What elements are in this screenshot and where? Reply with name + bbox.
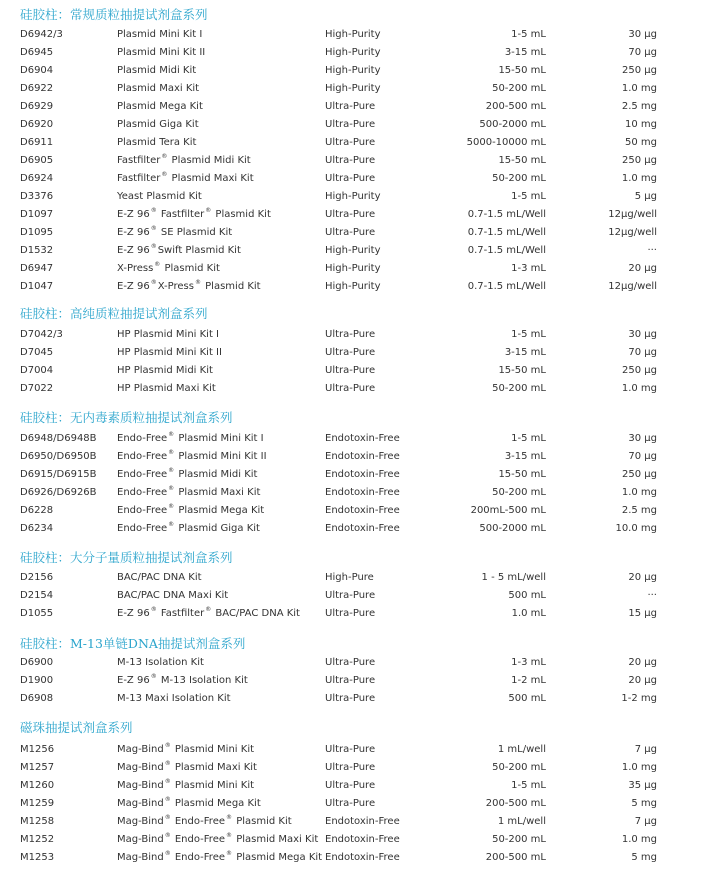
- product-code: D7022: [20, 383, 54, 394]
- product-row: [0, 777, 705, 794]
- purity-grade: Ultra-Pure: [325, 798, 376, 809]
- culture-volume: 500 mL: [508, 693, 546, 704]
- section-title: 硅胶柱：M-13单链DNA抽提试剂盒系列: [20, 636, 246, 651]
- purity-grade: Ultra-Pure: [325, 657, 376, 668]
- culture-volume: 1-5 mL: [511, 433, 546, 444]
- product-row: [0, 813, 705, 830]
- product-row: [0, 795, 705, 812]
- product-row: [0, 672, 705, 689]
- product-code: M1258: [20, 816, 55, 827]
- product-name: Endo-Free® Plasmid Maxi Kit: [117, 485, 261, 498]
- plasmid-yield: 2.5 mg: [621, 505, 657, 516]
- purity-grade: Endotoxin-Free: [325, 487, 400, 498]
- plasmid-yield: 30 μg: [628, 29, 657, 40]
- section-title: 硅胶柱：大分子量质粒抽提试剂盒系列: [20, 550, 233, 565]
- section-title: 硅胶柱：高纯质粒抽提试剂盒系列: [20, 306, 208, 321]
- culture-volume: 3-15 mL: [504, 47, 546, 58]
- product-code: M1257: [20, 762, 55, 773]
- product-code: D2156: [20, 572, 54, 583]
- product-row: [0, 62, 705, 79]
- purity-grade: High-Purity: [325, 83, 381, 94]
- section-title: 硅胶柱：无内毒素质粒抽提试剂盒系列: [20, 410, 233, 425]
- product-name: Fastfilter® Plasmid Maxi Kit: [117, 171, 254, 184]
- culture-volume: 50-200 mL: [492, 834, 546, 845]
- section-title: 硅胶柱：常规质粒抽提试剂盒系列: [20, 7, 208, 22]
- product-name: Plasmid Midi Kit: [117, 65, 197, 76]
- culture-volume: 0.7-1.5 mL/Well: [467, 281, 546, 292]
- culture-volume: 1-5 mL: [511, 191, 546, 202]
- product-code: D6926/D6926B: [20, 487, 97, 498]
- product-row: [0, 206, 705, 223]
- plasmid-yield: ···: [647, 245, 657, 256]
- culture-volume: 15-50 mL: [498, 65, 546, 76]
- product-code: D6904: [20, 65, 54, 76]
- product-name: Endo-Free® Plasmid Mega Kit: [117, 503, 265, 516]
- culture-volume: 500 mL: [508, 590, 546, 601]
- product-name: M-13 Isolation Kit: [117, 657, 204, 668]
- product-name: BAC/PAC DNA Kit: [117, 572, 202, 583]
- purity-grade: High-Purity: [325, 65, 381, 76]
- product-name: Endo-Free® Plasmid Midi Kit: [117, 467, 258, 480]
- product-code: D6908: [20, 693, 54, 704]
- product-code: D1097: [20, 209, 54, 220]
- purity-grade: Ultra-Pure: [325, 173, 376, 184]
- product-name: Plasmid Mini Kit I: [117, 29, 203, 40]
- product-name: Yeast Plasmid Kit: [117, 191, 202, 202]
- purity-grade: Ultra-Pure: [325, 608, 376, 619]
- product-name: E-Z 96®X-Press® Plasmid Kit: [117, 279, 261, 292]
- product-name: E-Z 96® Fastfilter® Plasmid Kit: [117, 207, 271, 220]
- purity-grade: Endotoxin-Free: [325, 451, 400, 462]
- product-code: D6929: [20, 101, 54, 112]
- purity-grade: Ultra-Pure: [325, 209, 376, 220]
- product-row: [0, 690, 705, 707]
- product-code: M1252: [20, 834, 55, 845]
- product-row: [0, 605, 705, 622]
- culture-volume: 500-2000 mL: [479, 523, 546, 534]
- product-row: [0, 502, 705, 519]
- product-row: [0, 26, 705, 43]
- product-row: [0, 170, 705, 187]
- product-code: D2154: [20, 590, 54, 601]
- plasmid-yield: 7 μg: [634, 744, 657, 755]
- product-name: Plasmid Tera Kit: [117, 137, 197, 148]
- product-name: X-Press® Plasmid Kit: [117, 261, 220, 274]
- plasmid-yield: 20 μg: [628, 657, 657, 668]
- product-row: [0, 587, 705, 604]
- purity-grade: High-Purity: [325, 47, 381, 58]
- culture-volume: 200-500 mL: [485, 852, 546, 863]
- culture-volume: 200-500 mL: [485, 798, 546, 809]
- purity-grade: Ultra-Pure: [325, 780, 376, 791]
- product-code: D6915/D6915B: [20, 469, 97, 480]
- plasmid-yield: 1.0 mg: [621, 173, 657, 184]
- culture-volume: 50-200 mL: [492, 762, 546, 773]
- culture-volume: 0.7-1.5 mL/Well: [467, 209, 546, 220]
- plasmid-yield: 250 μg: [622, 65, 657, 76]
- product-name: Mag-Bind® Endo-Free® Plasmid Maxi Kit: [117, 832, 319, 845]
- product-row: [0, 326, 705, 343]
- purity-grade: Ultra-Pure: [325, 347, 376, 358]
- culture-volume: 1-5 mL: [511, 329, 546, 340]
- product-code: M1253: [20, 852, 55, 863]
- purity-grade: Endotoxin-Free: [325, 433, 400, 444]
- culture-volume: 0.7-1.5 mL/Well: [467, 227, 546, 238]
- plasmid-yield: 50 mg: [625, 137, 657, 148]
- product-name: M-13 Maxi Isolation Kit: [117, 693, 231, 704]
- product-code: D6922: [20, 83, 54, 94]
- culture-volume: 500-2000 mL: [479, 119, 546, 130]
- product-code: D1900: [20, 675, 54, 686]
- product-row: [0, 741, 705, 758]
- product-code: D6228: [20, 505, 54, 516]
- product-name: Mag-Bind® Plasmid Mega Kit: [117, 796, 261, 809]
- product-code: D7045: [20, 347, 54, 358]
- product-row: [0, 152, 705, 169]
- plasmid-yield: 1-2 mg: [621, 693, 657, 704]
- product-code: D6924: [20, 173, 54, 184]
- culture-volume: 1-5 mL: [511, 780, 546, 791]
- plasmid-yield: 30 μg: [628, 433, 657, 444]
- product-name: HP Plasmid Maxi Kit: [117, 383, 216, 394]
- culture-volume: 15-50 mL: [498, 469, 546, 480]
- culture-volume: 1-3 mL: [511, 657, 546, 668]
- product-row: [0, 831, 705, 848]
- purity-grade: Ultra-Pure: [325, 329, 376, 340]
- culture-volume: 1.0 mL: [511, 608, 546, 619]
- product-code: D1047: [20, 281, 54, 292]
- purity-grade: Ultra-Pure: [325, 675, 376, 686]
- product-row: [0, 430, 705, 447]
- purity-grade: Ultra-Pure: [325, 365, 376, 376]
- culture-volume: 50-200 mL: [492, 173, 546, 184]
- purity-grade: Ultra-Pure: [325, 693, 376, 704]
- product-name: Plasmid Giga Kit: [117, 119, 199, 130]
- product-code: D6950/D6950B: [20, 451, 97, 462]
- product-row: [0, 242, 705, 259]
- plasmid-yield: 70 μg: [628, 451, 657, 462]
- purity-grade: High-Pure: [325, 572, 374, 583]
- purity-grade: Endotoxin-Free: [325, 523, 400, 534]
- plasmid-yield: 10 mg: [625, 119, 657, 130]
- culture-volume: 50-200 mL: [492, 83, 546, 94]
- product-row: [0, 80, 705, 97]
- product-name: E-Z 96® SE Plasmid Kit: [117, 225, 233, 238]
- product-row: [0, 520, 705, 537]
- culture-volume: 200mL-500 mL: [470, 505, 546, 516]
- plasmid-yield: 15 μg: [628, 608, 657, 619]
- product-name: Mag-Bind® Endo-Free® Plasmid Mega Kit: [117, 850, 323, 863]
- product-code: M1259: [20, 798, 55, 809]
- plasmid-yield: 250 μg: [622, 469, 657, 480]
- product-name: Mag-Bind® Plasmid Mini Kit: [117, 778, 255, 791]
- product-code: D1055: [20, 608, 54, 619]
- plasmid-yield: 1.0 mg: [621, 383, 657, 394]
- product-code: D1095: [20, 227, 54, 238]
- purity-grade: Ultra-Pure: [325, 383, 376, 394]
- purity-grade: Endotoxin-Free: [325, 834, 400, 845]
- plasmid-yield: 5 mg: [631, 852, 657, 863]
- purity-grade: High-Purity: [325, 191, 381, 202]
- product-name: HP Plasmid Mini Kit I: [117, 329, 220, 340]
- purity-grade: Endotoxin-Free: [325, 505, 400, 516]
- product-code: M1260: [20, 780, 55, 791]
- product-row: [0, 759, 705, 776]
- purity-grade: Ultra-Pure: [325, 744, 376, 755]
- product-name: Mag-Bind® Endo-Free® Plasmid Kit: [117, 814, 292, 827]
- product-name: Plasmid Maxi Kit: [117, 83, 200, 94]
- product-row: [0, 134, 705, 151]
- culture-volume: 50-200 mL: [492, 383, 546, 394]
- purity-grade: Ultra-Pure: [325, 155, 376, 166]
- product-code: D6942/3: [20, 29, 63, 40]
- product-code: D1532: [20, 245, 54, 256]
- culture-volume: 1-5 mL: [511, 29, 546, 40]
- plasmid-yield: 10.0 mg: [615, 523, 657, 534]
- product-code: D6920: [20, 119, 54, 130]
- product-code: D7042/3: [20, 329, 63, 340]
- product-name: Mag-Bind® Plasmid Maxi Kit: [117, 760, 257, 773]
- product-code: D6234: [20, 523, 54, 534]
- culture-volume: 50-200 mL: [492, 487, 546, 498]
- product-row: [0, 448, 705, 465]
- plasmid-yield: 1.0 mg: [621, 834, 657, 845]
- plasmid-yield: 2.5 mg: [621, 101, 657, 112]
- product-row: [0, 44, 705, 61]
- product-row: [0, 380, 705, 397]
- product-code: D7004: [20, 365, 54, 376]
- plasmid-yield: 12μg/well: [608, 209, 657, 220]
- product-row: [0, 224, 705, 241]
- culture-volume: 200-500 mL: [485, 101, 546, 112]
- plasmid-yield: ···: [647, 590, 657, 601]
- product-row: [0, 98, 705, 115]
- purity-grade: Ultra-Pure: [325, 227, 376, 238]
- product-name: Plasmid Mini Kit II: [117, 47, 206, 58]
- culture-volume: 1 mL/well: [497, 744, 546, 755]
- plasmid-yield: 250 μg: [622, 155, 657, 166]
- plasmid-yield: 12μg/well: [608, 281, 657, 292]
- culture-volume: 1-3 mL: [511, 263, 546, 274]
- product-row: [0, 116, 705, 133]
- product-code: M1256: [20, 744, 55, 755]
- plasmid-yield: 250 μg: [622, 365, 657, 376]
- product-name: HP Plasmid Midi Kit: [117, 365, 213, 376]
- plasmid-yield: 1.0 mg: [621, 83, 657, 94]
- product-name: Endo-Free® Plasmid Mini Kit I: [117, 431, 264, 444]
- purity-grade: Ultra-Pure: [325, 762, 376, 773]
- product-code: D6947: [20, 263, 54, 274]
- product-code: D3376: [20, 191, 54, 202]
- product-row: [0, 849, 705, 866]
- culture-volume: 15-50 mL: [498, 155, 546, 166]
- plasmid-yield: 1.0 mg: [621, 762, 657, 773]
- plasmid-yield: 5 μg: [634, 191, 657, 202]
- purity-grade: Ultra-Pure: [325, 590, 376, 601]
- product-row: [0, 484, 705, 501]
- culture-volume: 3-15 mL: [504, 451, 546, 462]
- plasmid-yield: 70 μg: [628, 47, 657, 58]
- product-row: [0, 188, 705, 205]
- culture-volume: 0.7-1.5 mL/Well: [467, 245, 546, 256]
- plasmid-yield: 70 μg: [628, 347, 657, 358]
- section-title: 磁珠抽提试剂盒系列: [20, 720, 133, 735]
- product-row: [0, 278, 705, 295]
- product-code: D6900: [20, 657, 54, 668]
- plasmid-yield: 12μg/well: [608, 227, 657, 238]
- plasmid-yield: 20 μg: [628, 263, 657, 274]
- product-row: [0, 344, 705, 361]
- purity-grade: High-Purity: [325, 263, 381, 274]
- culture-volume: 3-15 mL: [504, 347, 546, 358]
- product-name: Plasmid Mega Kit: [117, 101, 203, 112]
- purity-grade: Endotoxin-Free: [325, 469, 400, 480]
- purity-grade: Endotoxin-Free: [325, 816, 400, 827]
- purity-grade: High-Purity: [325, 281, 381, 292]
- product-name: E-Z 96® Fastfilter® BAC/PAC DNA Kit: [117, 606, 300, 619]
- product-name: HP Plasmid Mini Kit II: [117, 347, 222, 358]
- product-row: [0, 362, 705, 379]
- product-name: Endo-Free® Plasmid Giga Kit: [117, 521, 260, 534]
- product-name: Endo-Free® Plasmid Mini Kit II: [117, 449, 267, 462]
- product-name: BAC/PAC DNA Maxi Kit: [117, 590, 229, 601]
- product-code: D6905: [20, 155, 54, 166]
- plasmid-yield: 35 μg: [628, 780, 657, 791]
- plasmid-yield: 30 μg: [628, 329, 657, 340]
- culture-volume: 5000-10000 mL: [466, 137, 546, 148]
- culture-volume: 1 mL/well: [497, 816, 546, 827]
- product-code: D6911: [20, 137, 54, 148]
- plasmid-yield: 5 mg: [631, 798, 657, 809]
- product-row: [0, 466, 705, 483]
- plasmid-yield: 20 μg: [628, 572, 657, 583]
- purity-grade: Ultra-Pure: [325, 119, 376, 130]
- plasmid-yield: 7 μg: [634, 816, 657, 827]
- culture-volume: 1 - 5 mL/well: [481, 572, 546, 583]
- product-name: E-Z 96® M-13 Isolation Kit: [117, 673, 248, 686]
- purity-grade: Ultra-Pure: [325, 137, 376, 148]
- culture-volume: 15-50 mL: [498, 365, 546, 376]
- product-row: [0, 260, 705, 277]
- product-code: D6945: [20, 47, 54, 58]
- plasmid-yield: 20 μg: [628, 675, 657, 686]
- purity-grade: Ultra-Pure: [325, 101, 376, 112]
- plasmid-yield: 1.0 mg: [621, 487, 657, 498]
- product-code: D6948/D6948B: [20, 433, 97, 444]
- product-name: Fastfilter® Plasmid Midi Kit: [117, 153, 251, 166]
- purity-grade: Endotoxin-Free: [325, 852, 400, 863]
- culture-volume: 1-2 mL: [511, 675, 546, 686]
- product-name: E-Z 96®Swift Plasmid Kit: [117, 243, 241, 256]
- product-row: [0, 569, 705, 586]
- product-name: Mag-Bind® Plasmid Mini Kit: [117, 742, 255, 755]
- product-row: [0, 654, 705, 671]
- purity-grade: High-Purity: [325, 245, 381, 256]
- purity-grade: High-Purity: [325, 29, 381, 40]
